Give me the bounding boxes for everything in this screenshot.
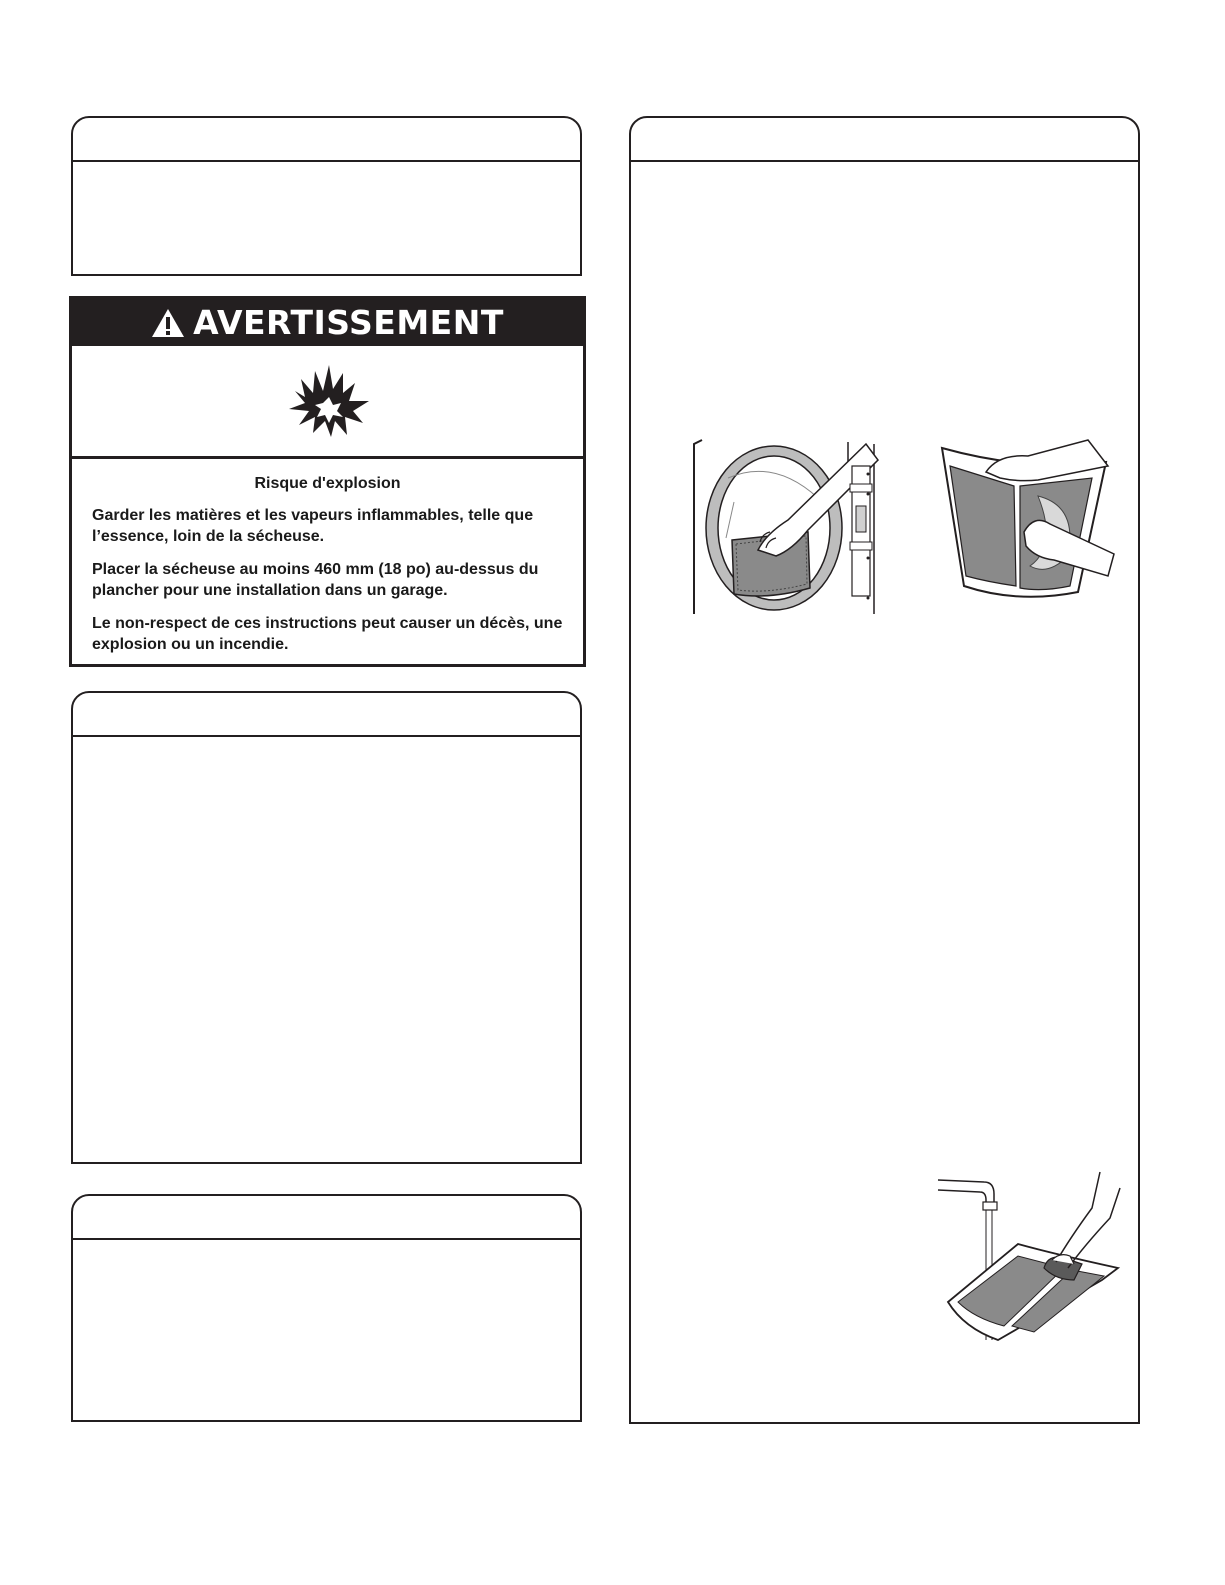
lint-screen-washing-illustration <box>934 1168 1124 1344</box>
section-panel-middle-left <box>71 691 582 1164</box>
section-panel-bottom-left <box>71 1194 582 1422</box>
section-panel-top-left <box>71 116 582 276</box>
panel-tab-divider <box>73 735 580 737</box>
warning-body <box>72 459 583 655</box>
warning-header <box>72 299 583 346</box>
warning-title: Risque d'explosion <box>254 475 401 492</box>
warning-paragraph-1: Garder les matières et les vapeurs inflammables, telle que l’essence, loin de la sécheuse. <box>92 507 534 545</box>
warning-box <box>69 296 586 667</box>
warning-paragraph-3: Le non-respect de ces instructions peut causer un décès, une explosion ou un incendie. <box>92 615 563 653</box>
warning-header-label: AVERTISSEMENT <box>193 303 504 342</box>
panel-tab-divider <box>631 160 1138 162</box>
warning-triangle-icon <box>151 308 185 338</box>
panel-tab-divider <box>73 160 580 162</box>
warning-paragraph-2: Placer la sécheuse au moins 460 mm (18 po) au-dessus du plancher pour une installation dans un garage. <box>92 561 539 599</box>
explosion-icon <box>283 361 373 441</box>
lint-screen-cleaning-illustration <box>938 436 1116 611</box>
panel-tab-divider <box>73 1238 580 1240</box>
warning-icon-row <box>72 346 583 459</box>
lint-screen-removal-illustration <box>688 438 888 618</box>
